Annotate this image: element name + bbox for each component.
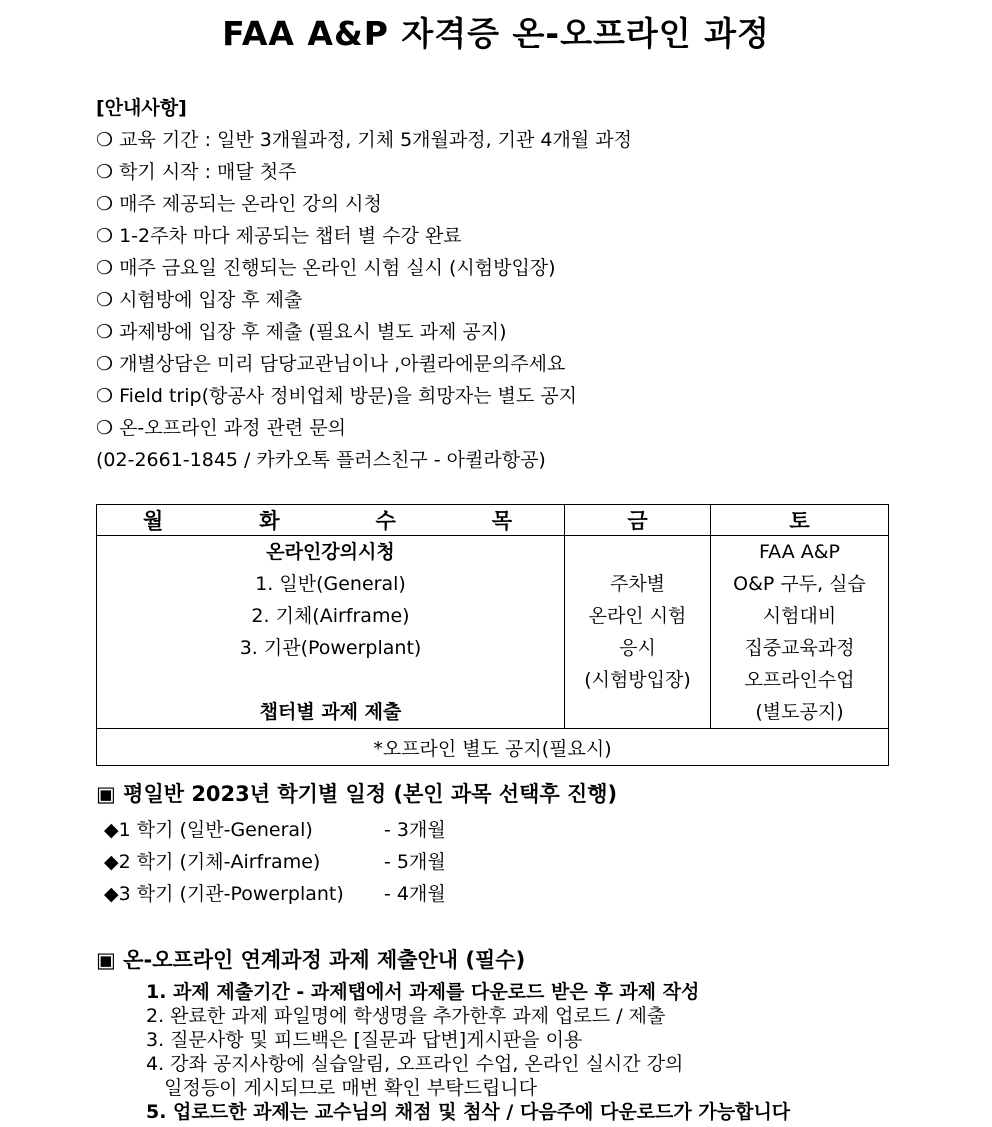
- weekday-footer: 챕터별 과제 제출: [259, 701, 402, 723]
- saturday-line: 시험대비: [762, 605, 837, 627]
- semester-name: ◆3 학기 (기관-Powerplant): [104, 883, 344, 905]
- day-mon: 월: [143, 508, 164, 533]
- semester-row: [104, 878, 446, 910]
- friday-line: 응시: [619, 637, 656, 659]
- weekday-heading: 온라인강의시청: [266, 541, 395, 563]
- notice-item: (02-2661-1845 / 카카오톡 플러스친구 - 아퀼라항공): [96, 449, 546, 471]
- assignment-step: 일정등이 게시되므로 매번 확인 부탁드립니다: [146, 1077, 538, 1099]
- notice-item: ❍ 시험방에 입장 후 제출: [96, 289, 303, 311]
- saturday-line: 집중교육과정: [744, 637, 855, 659]
- assignment-step: 1. 과제 제출기간 - 과제탭에서 과제를 다운로드 받은 후 과제 작성: [146, 981, 700, 1003]
- assignment-step: 3. 질문사항 및 피드백은 [질문과 답변]게시판을 이용: [146, 1029, 583, 1051]
- schedule-table: [96, 504, 889, 766]
- friday-line: 온라인 시험: [588, 605, 687, 627]
- semester-name: ◆1 학기 (일반-General): [104, 819, 313, 841]
- day-fri: 금: [627, 508, 648, 533]
- schedule-header-row: [97, 505, 889, 536]
- schedule-footnote: *오프라인 별도 공지(필요시): [97, 729, 889, 766]
- weekday-cell: [97, 536, 565, 729]
- schedule-footnote-row: [97, 729, 889, 766]
- day-thu: 목: [491, 508, 512, 533]
- notice-header: [안내사항]: [96, 97, 187, 119]
- semester-title: ▣ 평일반 2023년 학기별 일정 (본인 과목 선택후 진행): [96, 782, 618, 806]
- notice-item: ❍ 온-오프라인 과정 관련 문의: [96, 417, 346, 439]
- saturday-line: FAA A&P: [758, 541, 841, 563]
- schedule-content-row: [97, 536, 889, 729]
- saturday-line: 오프라인수업: [744, 669, 855, 691]
- friday-line: 주차별: [609, 573, 666, 595]
- notice-item: ❍ 과제방에 입장 후 제출 (필요시 별도 과제 공지): [96, 321, 507, 343]
- saturday-line: O&P 구두, 실습: [733, 573, 866, 595]
- semester-row: [104, 814, 446, 846]
- day-tue: 화: [259, 508, 280, 533]
- semester-duration: - 4개월: [384, 883, 446, 905]
- friday-cell: [565, 536, 711, 729]
- saturday-cell: [711, 536, 889, 729]
- saturday-line: (별도공지): [755, 701, 844, 723]
- semester-duration: - 5개월: [384, 851, 446, 873]
- semester-row: [104, 846, 446, 878]
- notice-item: ❍ 교육 기간 : 일반 3개월과정, 기체 5개월과정, 기관 4개월 과정: [96, 129, 632, 151]
- assignment-steps: [146, 980, 790, 1124]
- notice-item: ❍ 학기 시작 : 매달 첫주: [96, 161, 297, 183]
- weekday-line: 3. 기관(Powerplant): [239, 637, 422, 659]
- assignment-step: 2. 완료한 과제 파일명에 학생명을 추가한후 과제 업로드 / 제출: [146, 1005, 666, 1027]
- assignment-step: 5. 업로드한 과제는 교수님의 채점 및 첨삭 / 다음주에 다운로드가 가능합니다: [146, 1101, 791, 1123]
- notice-item: ❍ 개별상담은 미리 담당교관님이나 ,아퀼라에문의주세요: [96, 353, 566, 375]
- day-sat: 토: [789, 508, 810, 533]
- semester-list: [104, 814, 446, 910]
- notice-item: ❍ Field trip(항공사 정비업체 방문)을 희망자는 별도 공지: [96, 385, 577, 407]
- notice-item: ❍ 1-2주차 마다 제공되는 챕터 별 수강 완료: [96, 225, 462, 247]
- notice-section: [96, 92, 916, 476]
- weekday-line: 2. 기체(Airframe): [251, 605, 410, 627]
- assignment-step: 4. 강좌 공지사항에 실습알림, 오프라인 수업, 온라인 실시간 강의: [146, 1053, 684, 1075]
- weekday-line: 1. 일반(General): [255, 573, 406, 595]
- notice-item: ❍ 매주 제공되는 온라인 강의 시청: [96, 193, 382, 215]
- assignment-title: ▣ 온-오프라인 연계과정 과제 제출안내 (필수): [96, 948, 526, 972]
- notice-item: ❍ 매주 금요일 진행되는 온라인 시험 실시 (시험방입장): [96, 257, 556, 279]
- page-title: FAA A&P 자격증 온-오프라인 과정: [222, 14, 770, 53]
- semester-name: ◆2 학기 (기체-Airframe): [104, 851, 321, 873]
- friday-line: (시험방입장): [584, 669, 691, 691]
- semester-duration: - 3개월: [384, 819, 446, 841]
- day-wed: 수: [375, 508, 396, 533]
